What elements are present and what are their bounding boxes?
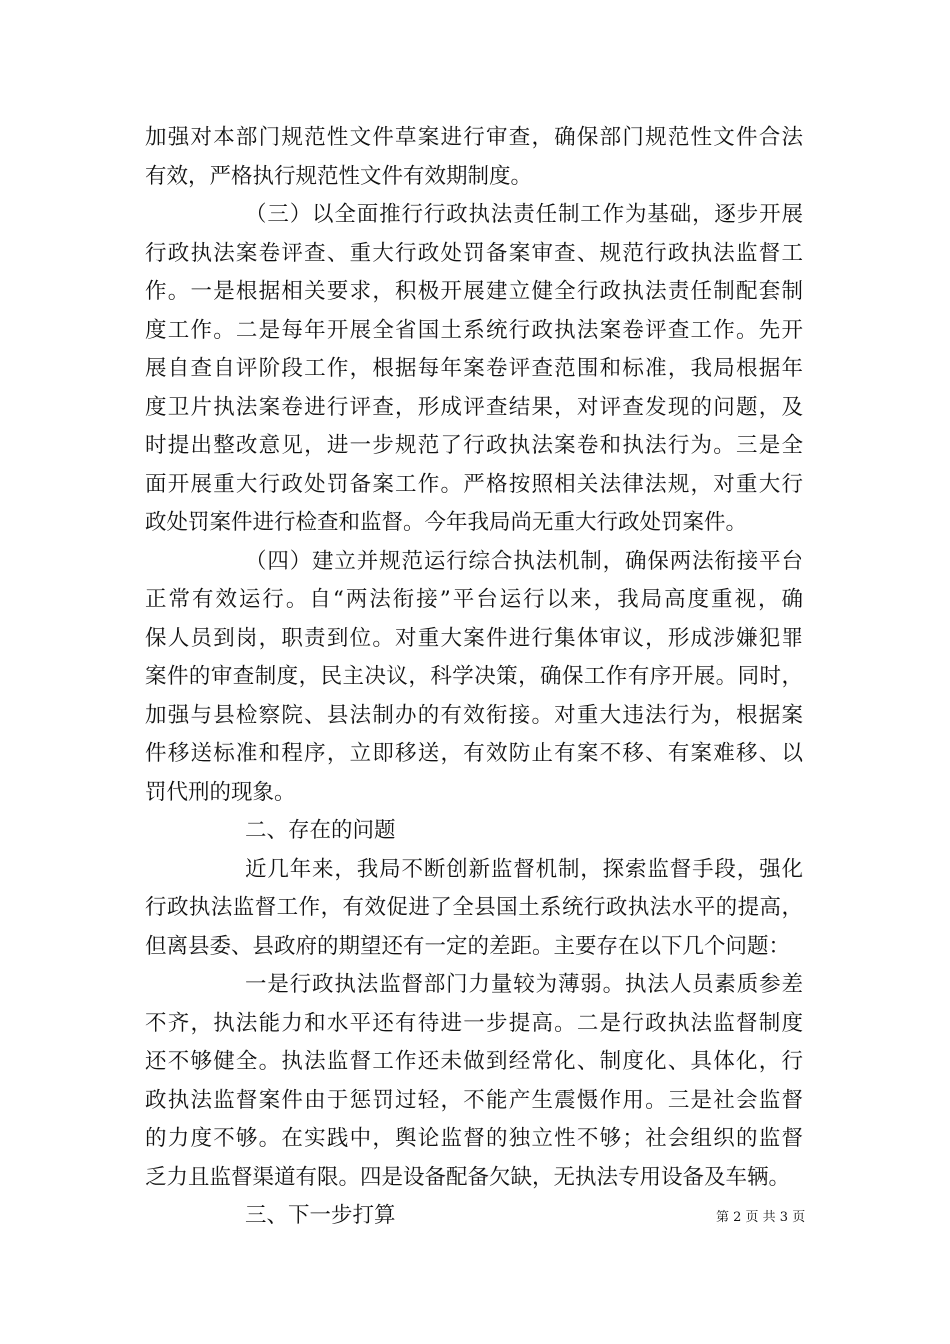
page-footer: 第 2 页 共 3 页 — [716, 1210, 806, 1225]
text-line: 度卫片执法案卷进行评查，形成评查结果，对评查发现的问题，及 — [145, 394, 803, 420]
text-line: 加强对本部门规范性文件草案进行审查，确保部门规范性文件合法 — [145, 125, 803, 150]
text-line: 面开展重大行政处罚备案工作。严格按照相关法律法规，对重大行 — [145, 471, 803, 497]
text-line: 但离县委、县政府的期望还有一定的差距。主要存在以下几个问题： — [145, 933, 791, 959]
text-line: 作。一是根据相关要求，积极开展建立健全行政执法责任制配套制 — [145, 279, 803, 304]
text-line: 二、存在的问题 — [245, 818, 396, 843]
text-line: 政处罚案件进行检查和监督。今年我局尚无重大行政处罚案件。 — [145, 510, 748, 535]
text-line: 有效，严格执行规范性文件有效期制度。 — [145, 163, 533, 189]
text-line: 件移送标准和程序，立即移送，有效防止有案不移、有案难移、以 — [145, 741, 803, 766]
text-line: 近几年来，我局不断创新监督机制，探索监督手段，强化 — [245, 856, 803, 882]
text-line: 不齐，执法能力和水平还有待进一步提高。二是行政执法监督制度 — [145, 1010, 803, 1036]
text-line: 展自查自评阶段工作，根据每年案卷评查范围和标准，我局根据年 — [145, 356, 803, 381]
text-line: （三）以全面推行行政执法责任制工作为基础，逐步开展 — [245, 202, 803, 227]
text-line: 时提出整改意见，进一步规范了行政执法案卷和执法行为。三是全 — [145, 433, 803, 458]
text-line: 保人员到岗，职责到位。对重大案件进行集体审议，形成涉嫌犯罪 — [145, 625, 803, 651]
text-line: 行政执法案卷评查、重大行政处罚备案审查、规范行政执法监督工 — [145, 240, 803, 266]
text-line: 还不够健全。执法监督工作还未做到经常化、制度化、具体化，行 — [145, 1049, 803, 1074]
document-body — [145, 119, 806, 1236]
text-line: 正常有效运行。自“两法衔接”平台运行以来，我局高度重视，确 — [145, 587, 803, 612]
text-line: （四）建立并规范运行综合执法机制，确保两法衔接平台 — [245, 548, 803, 574]
text-line: 的力度不够。在实践中，舆论监督的独立性不够；社会组织的监督 — [145, 1126, 803, 1151]
text-line: 乏力且监督渠道有限。四是设备配备欠缺，无执法专用设备及车辆。 — [145, 1164, 791, 1190]
text-line: 加强与县检察院、县法制办的有效衔接。对重大违法行为，根据案 — [145, 702, 803, 728]
text-line: 行政执法监督工作，有效促进了全县国土系统行政执法水平的提高， — [145, 895, 803, 920]
text-line: 政执法监督案件由于惩罚过轻，不能产生震慑作用。三是社会监督 — [145, 1087, 803, 1113]
text-line: 一是行政执法监督部门力量较为薄弱。执法人员素质参差 — [245, 972, 803, 997]
text-line: 案件的审查制度，民主决议，科学决策，确保工作有序开展。同时， — [145, 664, 803, 689]
text-line: 度工作。二是每年开展全省国土系统行政执法案卷评查工作。先开 — [145, 317, 803, 343]
text-line: 罚代刑的现象。 — [145, 779, 296, 805]
text-line: 三、下一步打算 — [245, 1203, 396, 1228]
